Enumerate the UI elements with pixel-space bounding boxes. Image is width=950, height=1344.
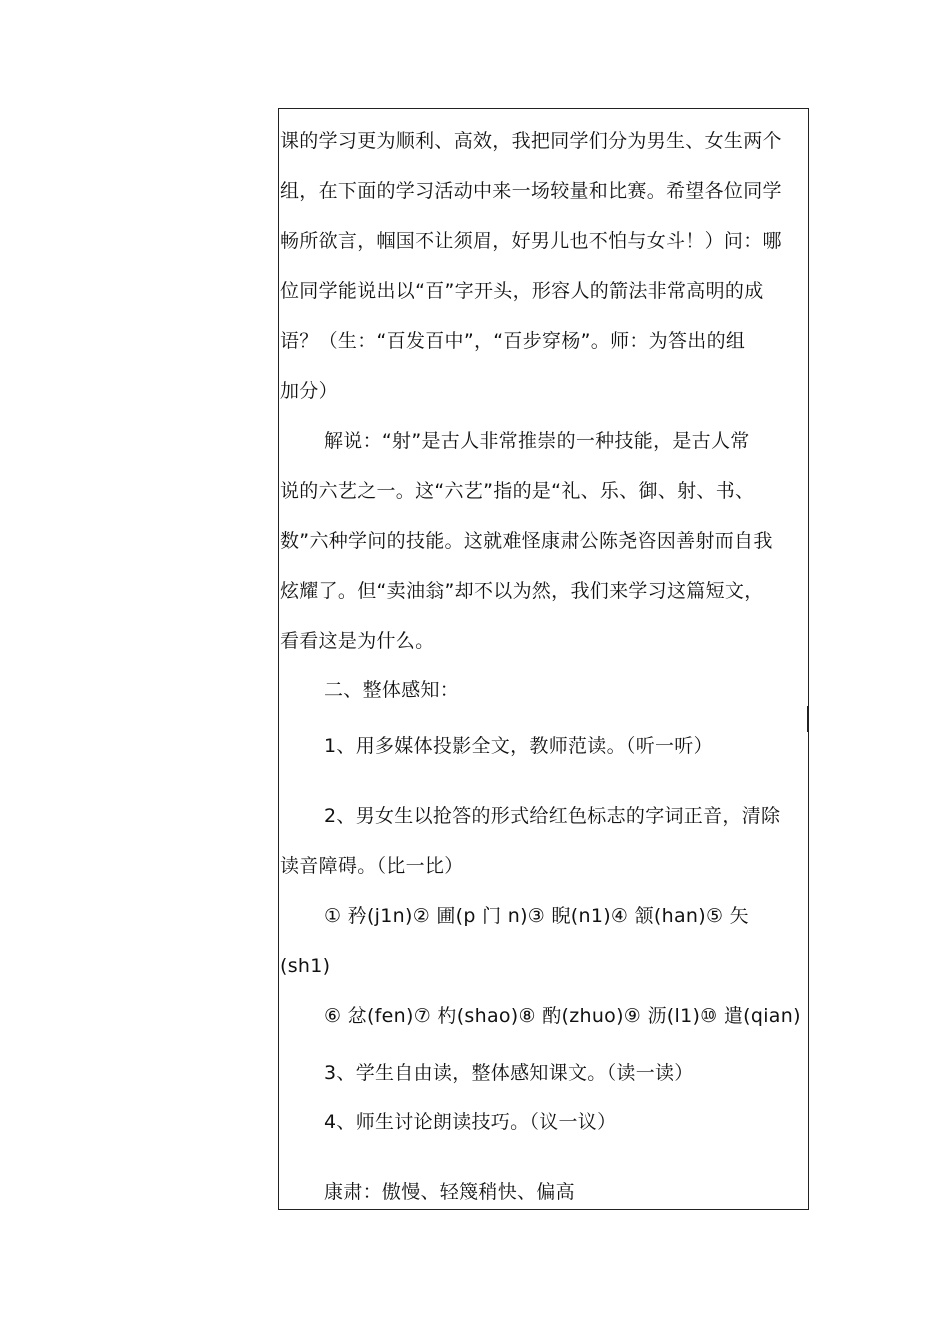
text-line: (sh1): [280, 955, 331, 977]
text-line: 3、学生自由读，整体感知课文。（读一读）: [324, 1062, 694, 1084]
text-line: 4、师生讨论朗读技巧。（议一议）: [324, 1111, 617, 1133]
column-divider-mark-left: [278, 706, 279, 732]
text-line: 1、用多媒体投影全文，教师范读。（听一听）: [324, 735, 713, 757]
text-line: 数”六种学问的技能。这就难怪康肃公陈尧咨因善射而自我: [280, 530, 773, 552]
text-line: 2、男女生以抢答的形式给红色标志的字词正音，清除: [324, 805, 781, 827]
text-line: 读音障碍。（比一比）: [280, 855, 464, 877]
text-line: ① 矜(j1n)② 圃(p 门 n)③ 睨(n1)④ 颔(han)⑤ 矢: [324, 905, 749, 927]
text-line: 说的六艺之一。这“六艺”指的是“礼、乐、御、射、书、: [280, 480, 755, 502]
text-line: 康肃：傲慢、轻篾稍快、偏高: [324, 1181, 575, 1203]
text-line: 加分）: [280, 380, 338, 402]
text-line: ⑥ 忿(fen)⑦ 杓(shao)⑧ 酌(zhuo)⑨ 沥(l1)⑩ 遣(qian): [324, 1005, 801, 1027]
text-line: 二、整体感知：: [324, 679, 460, 701]
text-line: 炫耀了。但“卖油翁”却不以为然，我们来学习这篇短文，: [280, 580, 764, 602]
lesson-text-box: [278, 108, 809, 1210]
text-line: 位同学能说出以“百”字开头，形容人的箭法非常高明的成: [280, 280, 764, 302]
text-line: 课的学习更为顺利、高效，我把同学们分为男生、女生两个: [280, 130, 782, 152]
text-line: 畅所欲言，帼国不让须眉，好男儿也不怕与女斗！）问：哪: [280, 230, 782, 252]
text-line: 解说：“射”是古人非常推崇的一种技能，是古人常: [324, 430, 750, 452]
column-divider-mark-right: [807, 706, 808, 732]
text-line: 组，在下面的学习活动中来一场较量和比赛。希望各位同学: [280, 180, 782, 202]
text-line: 语？（生：“百发百中”，“百步穿杨”。师：为答出的组: [280, 330, 746, 352]
text-line: 看看这是为什么。: [280, 630, 435, 652]
